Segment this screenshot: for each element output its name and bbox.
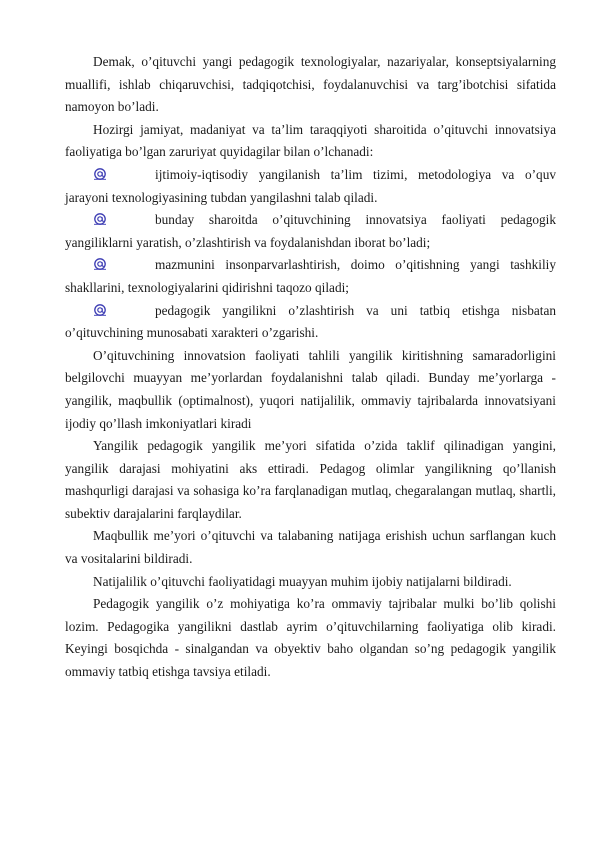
bullet-text: ijtimoiy-iqtisodiy yangilanish ta’lim tizimi, metodologiya va o’quv jarayoni texnologiyasining tubdan yangilashni talab qiladi. xyxy=(65,166,556,205)
bullet-text: pedagogik yangilikni o’zlashtirish va uni tatbiq etishga nisbatan o’qituvchining munosabati xarakteri o’zgarishi. xyxy=(65,302,556,341)
bullet-item xyxy=(65,164,556,209)
bullet-text: mazmunini insonparvarlashtirish, doimo o’qitishning yangi tashkiliy shakllarini, texnologiyalarini qidirishni taqozo qiladi; xyxy=(65,257,556,295)
paragraph-mass-practice: Pedagogik yangilik o’z mohiyatiga ko’ra ommaviy tajribalar mulki bo’lib qolishi lozim. Pedagogika yangilikni dastlab ayrim o’qituvchilarning faoliyatiga olib kiradi. Keyingi bosqichda - sinalgandan va obyektiv baho olgandan so’ng pedagogik yangilik ommaviy tatbiq etishga tavsiya etiladi. xyxy=(65,596,556,680)
paragraph-need: Hozirgi jamiyat, madaniyat va ta’lim taraqqiyoti sharoitida o’qituvchi innovatsiya faoliyatiga bo’lgan zaruriyat quyidagilar bilan o’lchanadi: xyxy=(65,121,556,160)
bullet-item xyxy=(65,209,556,254)
paragraph-criteria: O’qituvchining innovatsion faoliyati tahlili yangilik kiritishning samaradorligini belgilovchi muayyan me’yorlardan foydalanishni talab qiladi. Bunday me’yorlarga - yangilik, maqbullik (optimalnost), yuqori natijalilik, ommaviy tajribalarda innovatsiyani ijodiy qo’llash imkoniyatlari kiradi xyxy=(65,347,556,431)
at-sign-icon xyxy=(93,258,107,270)
paragraph-novelty: Yangilik pedagogik yangilik me’yori sifatida o’zida taklif qilinadigan yangini, yangilik darajasi mohiyatini aks ettiradi. Pedagog olimlar yangilikning qo’llanish mashqurligi darajasi va sohasiga ko’ra farqlanadigan mutlaq, chegaralangan mutlaq, shartli, subektiv darajalarini farqlaydilar. xyxy=(65,438,556,521)
paragraph-optimality: Maqbullik me’yori o’qituvchi va talabaning natijaga erishish uchun sarflangan kuch va vositalarini bildiradi. xyxy=(65,528,556,567)
bullet-item xyxy=(65,254,556,299)
at-sign-icon xyxy=(93,213,107,225)
at-sign-icon xyxy=(93,304,107,316)
at-sign-icon xyxy=(93,168,107,180)
bullet-item xyxy=(65,300,556,345)
paragraph-effectiveness: Natijalilik o’qituvchi faoliyatidagi muayyan muhim ijobiy natijalarni bildiradi. xyxy=(93,573,512,589)
bullet-text: bunday sharoitda o’qituvchining innovatsiya faoliyati pedagogik yangiliklarni yaratish, o’zlashtirish va foydalanishdan iborat bo’ladi; xyxy=(65,212,556,250)
document-page xyxy=(65,51,556,684)
paragraph-intro: Demak, o’qituvchi yangi pedagogik texnologiyalar, nazariyalar, konseptsiyalarning muallifi, ishlab chiqaruvchisi, tadqiqotchisi, foydalanuvchisi va targ’ibotchisi sifatida namoyon bo’ladi. xyxy=(65,54,556,115)
